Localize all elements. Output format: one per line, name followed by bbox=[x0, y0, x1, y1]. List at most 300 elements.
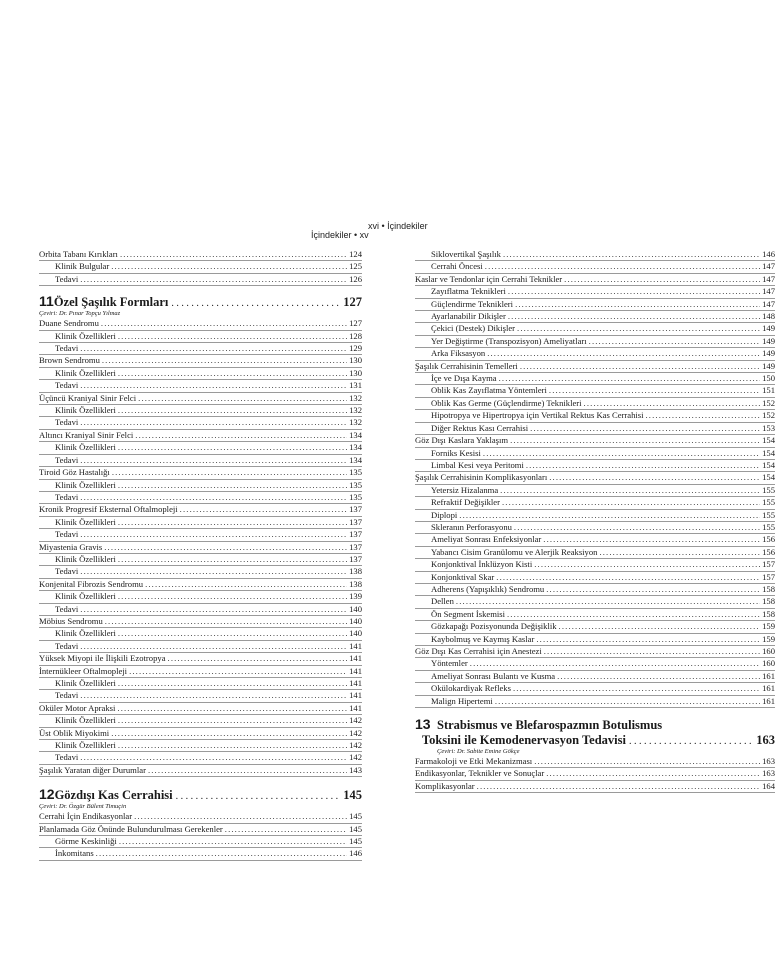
leader-dots bbox=[549, 385, 760, 396]
leader-dots bbox=[80, 492, 347, 503]
toc-entry bbox=[415, 596, 775, 608]
toc-entry bbox=[415, 261, 775, 273]
toc-entry bbox=[415, 485, 775, 497]
toc-entry bbox=[39, 566, 362, 578]
toc-entry-page: 138 bbox=[349, 566, 362, 577]
toc-entry-page: 158 bbox=[762, 608, 775, 619]
toc-entry-label: Farmakoloji ve Etki Mekanizması bbox=[415, 756, 533, 767]
toc-entry bbox=[415, 373, 775, 385]
toc-entry-label: Arka Fiksasyon bbox=[431, 348, 486, 359]
toc-entry-page: 140 bbox=[349, 615, 362, 626]
leader-dots bbox=[559, 621, 761, 632]
toc-entry-page: 130 bbox=[349, 367, 362, 378]
toc-entry-label: Yetersiz Hizalanma bbox=[431, 484, 499, 495]
toc-entry-label: Tedavi bbox=[55, 752, 79, 763]
toc-entry bbox=[415, 534, 775, 546]
leader-dots bbox=[118, 554, 347, 565]
toc-entry bbox=[415, 423, 775, 435]
toc-entry bbox=[415, 768, 775, 780]
toc-entry bbox=[39, 765, 362, 777]
toc-entry bbox=[39, 455, 362, 467]
toc-entry bbox=[415, 336, 775, 348]
toc-entry-group bbox=[415, 756, 775, 793]
chapter-13-heading bbox=[415, 716, 775, 748]
toc-entry-label: Tedavi bbox=[55, 690, 79, 701]
leader-dots bbox=[502, 497, 760, 508]
leader-dots bbox=[534, 756, 760, 767]
chapter-page: 145 bbox=[343, 788, 362, 803]
toc-entry-page: 147 bbox=[762, 298, 775, 309]
toc-entry-page: 161 bbox=[762, 670, 775, 681]
toc-entry-label: Tedavi bbox=[55, 454, 79, 465]
toc-entry-label: Klinik Özellikleri bbox=[55, 330, 116, 341]
toc-entry bbox=[415, 448, 775, 460]
chapter-12-heading bbox=[39, 786, 362, 803]
toc-entry-page: 155 bbox=[762, 509, 775, 520]
toc-entry bbox=[39, 824, 362, 836]
toc-entry-page: 142 bbox=[349, 715, 362, 726]
toc-entry-label: Klinik Özellikleri bbox=[55, 479, 116, 490]
leader-dots bbox=[135, 430, 347, 441]
toc-entry-page: 150 bbox=[762, 373, 775, 384]
toc-entry-label: Klinik Özellikleri bbox=[55, 442, 116, 453]
toc-entry bbox=[415, 497, 775, 509]
leader-dots bbox=[145, 579, 347, 590]
toc-entry-page: 131 bbox=[349, 380, 362, 391]
leader-dots bbox=[456, 596, 760, 607]
toc-entry-label: Ameliyat Sonrası Enfeksiyonlar bbox=[431, 534, 542, 545]
toc-entry bbox=[39, 641, 362, 653]
leader-dots bbox=[101, 318, 347, 329]
leader-dots bbox=[534, 559, 760, 570]
toc-entry-page: 126 bbox=[349, 273, 362, 284]
toc-entry-page: 163 bbox=[762, 768, 775, 779]
toc-entry-label: Cerrahi İçin Endikasyonlar bbox=[39, 811, 133, 822]
leader-dots bbox=[171, 298, 340, 309]
toc-entry bbox=[39, 604, 362, 616]
chapter-page: 163 bbox=[756, 733, 775, 748]
toc-entry bbox=[39, 811, 362, 823]
toc-entry-label: Siklovertikal Şaşılık bbox=[431, 249, 501, 259]
toc-entry bbox=[39, 318, 362, 330]
chapter-title-line-1: Strabismus ve Blefarospazmın Botulismus bbox=[437, 718, 663, 733]
toc-entry bbox=[39, 380, 362, 392]
toc-entry-label: Üst Oblik Miyokimi bbox=[39, 727, 110, 738]
toc-entry-page: 128 bbox=[349, 330, 362, 341]
toc-entry-label: Malign Hipertemi bbox=[431, 695, 493, 706]
toc-entry-label: Miyastenia Gravis bbox=[39, 541, 103, 552]
toc-entry-label: Altıncı Kraniyal Sinir Felci bbox=[39, 429, 134, 440]
leader-dots bbox=[176, 791, 341, 802]
leader-dots bbox=[508, 311, 760, 322]
toc-entry bbox=[39, 517, 362, 529]
leader-dots bbox=[80, 380, 347, 391]
toc-entry-label: Endikasyonlar, Teknikler ve Sonuçlar bbox=[415, 768, 545, 779]
toc-entry bbox=[39, 715, 362, 727]
leader-dots bbox=[514, 522, 760, 533]
toc-entry bbox=[39, 480, 362, 492]
toc-entry-label: Duane Sendromu bbox=[39, 318, 99, 329]
chapter-page: 127 bbox=[343, 295, 362, 310]
leader-dots bbox=[526, 460, 760, 471]
running-header-right-page: xvi • İçindekiler bbox=[368, 221, 428, 231]
toc-entry bbox=[39, 848, 362, 860]
leader-dots bbox=[118, 517, 347, 528]
toc-entry-page: 142 bbox=[349, 740, 362, 751]
toc-entry-label: Ön Segment İskemisi bbox=[431, 608, 505, 619]
toc-entry-page: 140 bbox=[349, 628, 362, 639]
toc-entry-page: 132 bbox=[349, 417, 362, 428]
leader-dots bbox=[485, 261, 760, 272]
toc-entry-label: Gözkapağı Pozisyonunda Değişiklik bbox=[431, 621, 557, 632]
toc-entry bbox=[39, 740, 362, 752]
toc-entry-page: 124 bbox=[349, 249, 362, 259]
toc-entry bbox=[415, 658, 775, 670]
leader-dots bbox=[80, 343, 347, 354]
leader-dots bbox=[120, 249, 347, 260]
leader-dots bbox=[477, 781, 760, 792]
toc-entry bbox=[415, 522, 775, 534]
toc-entry-page: 146 bbox=[762, 249, 775, 259]
running-header-left-page: İçindekiler • xv bbox=[311, 230, 369, 240]
leader-dots bbox=[180, 504, 347, 515]
leader-dots bbox=[515, 299, 760, 310]
toc-entry bbox=[415, 559, 775, 571]
toc-entry-page: 137 bbox=[349, 541, 362, 552]
toc-entry-page: 155 bbox=[762, 521, 775, 532]
toc-entry-page: 145 bbox=[349, 811, 362, 822]
toc-entry-label: Yer Değiştirme (Transpozisyon) Ameliyatları bbox=[431, 335, 587, 346]
leader-dots bbox=[629, 736, 753, 747]
toc-entry-label: Tiroid Göz Hastalığı bbox=[39, 467, 110, 478]
leader-dots bbox=[118, 442, 347, 453]
toc-entry bbox=[39, 331, 362, 343]
toc-entry-page: 132 bbox=[349, 392, 362, 403]
toc-entry-page: 152 bbox=[762, 410, 775, 421]
toc-entry-label: Oblik Kas Zayıflatma Yöntemleri bbox=[431, 385, 547, 396]
toc-entry-page: 137 bbox=[349, 516, 362, 527]
toc-entry bbox=[39, 442, 362, 454]
toc-entry bbox=[415, 348, 775, 360]
leader-dots bbox=[499, 373, 760, 384]
toc-entry-page: 139 bbox=[349, 591, 362, 602]
leader-dots bbox=[564, 274, 760, 285]
toc-entry-page: 149 bbox=[762, 348, 775, 359]
toc-entry-label: Oblik Kas Germe (Güçlendirme) Teknikleri bbox=[431, 397, 582, 408]
leader-dots bbox=[487, 348, 760, 359]
toc-entry-page: 129 bbox=[349, 343, 362, 354]
toc-entry-group bbox=[415, 249, 775, 708]
leader-dots bbox=[496, 572, 760, 583]
toc-entry bbox=[39, 703, 362, 715]
toc-entry-label: Planlamada Göz Önünde Bulundurulması Gerekenler bbox=[39, 823, 223, 834]
toc-entry bbox=[415, 286, 775, 298]
toc-entry-page: 141 bbox=[349, 653, 362, 664]
leader-dots bbox=[530, 423, 760, 434]
toc-entry-label: Klinik Özellikleri bbox=[55, 715, 116, 726]
toc-entry-label: Tedavi bbox=[55, 417, 79, 428]
leader-dots bbox=[138, 393, 347, 404]
toc-entry bbox=[415, 323, 775, 335]
toc-entry bbox=[415, 572, 775, 584]
leader-dots bbox=[503, 249, 760, 260]
toc-entry-label: Klinik Özellikleri bbox=[55, 740, 116, 751]
toc-entry bbox=[415, 460, 775, 472]
chapter-translator: Çeviri: Dr. Pınar Topçu Yılmaz bbox=[39, 310, 121, 318]
toc-entry bbox=[415, 435, 775, 447]
toc-entry-label: Tedavi bbox=[55, 273, 79, 284]
toc-entry bbox=[39, 678, 362, 690]
toc-entry-label: Konjenital Fibrozis Sendromu bbox=[39, 578, 144, 589]
toc-entry-page: 141 bbox=[349, 702, 362, 713]
toc-entry bbox=[415, 299, 775, 311]
toc-entry-page: 158 bbox=[762, 596, 775, 607]
toc-entry bbox=[39, 666, 362, 678]
toc-entry-page: 149 bbox=[762, 335, 775, 346]
toc-entry-page: 137 bbox=[349, 553, 362, 564]
leader-dots bbox=[129, 666, 347, 677]
toc-entry-label: Okülokardiyak Refleks bbox=[431, 683, 511, 694]
leader-dots bbox=[495, 696, 760, 707]
toc-entry bbox=[415, 274, 775, 286]
toc-entry-page: 154 bbox=[762, 447, 775, 458]
chapter-title: Özel Şaşılık Formları bbox=[53, 295, 169, 310]
toc-entry-label: Şaşılık Yaratan diğer Durumlar bbox=[39, 764, 146, 775]
toc-entry-label: Refraktif Değişikler bbox=[431, 497, 500, 508]
toc-entry-page: 134 bbox=[349, 429, 362, 440]
toc-entry bbox=[39, 430, 362, 442]
leader-dots bbox=[96, 848, 347, 859]
chapter-11-heading bbox=[39, 293, 362, 310]
toc-entry bbox=[39, 274, 362, 286]
toc-entry-label: Kronik Progresif Eksternal Oftalmopleji bbox=[39, 504, 178, 515]
toc-entry-page: 154 bbox=[762, 472, 775, 483]
toc-entry-label: Klinik Özellikleri bbox=[55, 628, 116, 639]
toc-entry-label: Klinik Özellikleri bbox=[55, 678, 116, 688]
toc-entry-label: Komplikasyonlar bbox=[415, 780, 475, 791]
leader-dots bbox=[118, 405, 347, 416]
leader-dots bbox=[111, 261, 347, 272]
toc-entry-label: Görme Keskinliği bbox=[55, 836, 117, 847]
toc-entry bbox=[39, 728, 362, 740]
toc-entry-page: 138 bbox=[349, 578, 362, 589]
toc-entry bbox=[39, 393, 362, 405]
toc-entry-label: Klinik Özellikleri bbox=[55, 553, 116, 564]
toc-entry-page: 135 bbox=[349, 467, 362, 478]
toc-entry-page: 153 bbox=[762, 422, 775, 433]
toc-entry-page: 147 bbox=[762, 286, 775, 297]
chapter-translator: Çeviri: Dr. Özgür Bülent Timuçin bbox=[39, 803, 127, 811]
leader-dots bbox=[80, 529, 347, 540]
leader-dots bbox=[117, 703, 347, 714]
toc-entry-page: 163 bbox=[762, 756, 775, 767]
toc-entry-label: Diğer Rektus Kası Cerrahisi bbox=[431, 422, 529, 433]
toc-entry-label: Dellen bbox=[431, 596, 454, 607]
toc-entry-page: 141 bbox=[349, 678, 362, 688]
toc-entry-page: 154 bbox=[762, 459, 775, 470]
leader-dots bbox=[118, 715, 347, 726]
toc-entry-label: Skleranın Perforasyonu bbox=[431, 521, 512, 532]
chapter-number: 11 bbox=[39, 293, 54, 310]
toc-entry bbox=[39, 343, 362, 355]
toc-entry bbox=[415, 696, 775, 708]
toc-entry-page: 157 bbox=[762, 571, 775, 582]
toc-entry-page: 152 bbox=[762, 397, 775, 408]
toc-entry-page: 148 bbox=[762, 311, 775, 322]
toc-entry-page: 127 bbox=[349, 318, 362, 329]
toc-entry-page: 141 bbox=[349, 640, 362, 651]
toc-entry-label: Kaslar ve Tendonlar için Cerrahi Teknikler bbox=[415, 273, 563, 284]
toc-entry bbox=[415, 249, 775, 261]
toc-entry-page: 141 bbox=[349, 690, 362, 701]
leader-dots bbox=[500, 485, 760, 496]
toc-entry-page: 135 bbox=[349, 479, 362, 490]
toc-entry-label: Klinik Bulgular bbox=[55, 261, 110, 272]
toc-entry-group bbox=[39, 249, 362, 286]
leader-dots bbox=[105, 616, 347, 627]
toc-entry bbox=[39, 261, 362, 273]
toc-entry bbox=[415, 547, 775, 559]
toc-entry-label: Hipotropya ve Hipertropya için Vertikal Rektus Kas Cerrahisi bbox=[431, 410, 644, 421]
toc-entry-label: Tedavi bbox=[55, 380, 79, 391]
leader-dots bbox=[225, 824, 347, 835]
leader-dots bbox=[543, 534, 760, 545]
toc-entry bbox=[39, 405, 362, 417]
toc-entry-label: Yöntemler bbox=[431, 658, 468, 669]
leader-dots bbox=[111, 728, 347, 739]
leader-dots bbox=[80, 752, 347, 763]
chapter-title: Gözdışı Kas Cerrahisi bbox=[54, 788, 173, 803]
toc-entry-label: Konjonktival Skar bbox=[431, 571, 495, 582]
toc-entry-page: 158 bbox=[762, 583, 775, 594]
toc-entry-page: 142 bbox=[349, 752, 362, 763]
toc-entry-label: Möbius Sendromu bbox=[39, 615, 103, 626]
leader-dots bbox=[508, 286, 760, 297]
leader-dots bbox=[646, 410, 761, 421]
toc-entry-label: Yabancı Cisim Granülomu ve Alerjik Reaksiyon bbox=[431, 546, 598, 557]
toc-entry-label: Tedavi bbox=[55, 566, 79, 577]
toc-entry-label: Şaşılık Cerrahisinin Komplikasyonları bbox=[415, 472, 548, 483]
toc-entry-page: 137 bbox=[349, 504, 362, 515]
toc-entry bbox=[39, 836, 362, 848]
toc-entry-label: İnternükleer Oftalmopleji bbox=[39, 665, 128, 676]
toc-entry-label: Çekici (Destek) Dikişler bbox=[431, 323, 516, 334]
toc-entry bbox=[39, 752, 362, 764]
toc-entry-label: Tedavi bbox=[55, 529, 79, 540]
toc-entry-label: Konjonktival İnklüzyon Kisti bbox=[431, 559, 533, 570]
toc-entry-label: Tedavi bbox=[55, 343, 79, 354]
toc-entry bbox=[415, 398, 775, 410]
toc-entry-page: 156 bbox=[762, 546, 775, 557]
toc-entry bbox=[39, 504, 362, 516]
toc-entry-page: 155 bbox=[762, 497, 775, 508]
toc-entry-page: 154 bbox=[762, 435, 775, 446]
toc-entry bbox=[39, 368, 362, 380]
leader-dots bbox=[80, 604, 347, 615]
toc-entry-page: 142 bbox=[349, 727, 362, 738]
leader-dots bbox=[549, 472, 760, 483]
leader-dots bbox=[118, 678, 347, 689]
toc-entry-label: Üçüncü Kraniyal Sinir Felci bbox=[39, 392, 137, 403]
leader-dots bbox=[118, 740, 347, 751]
toc-entry bbox=[39, 554, 362, 566]
leader-dots bbox=[483, 448, 760, 459]
toc-entry-page: 145 bbox=[349, 836, 362, 847]
toc-entry-page: 149 bbox=[762, 360, 775, 371]
toc-entry bbox=[415, 781, 775, 793]
toc-entry bbox=[415, 683, 775, 695]
leader-dots bbox=[119, 836, 347, 847]
toc-entry bbox=[39, 579, 362, 591]
leader-dots bbox=[599, 547, 760, 558]
leader-dots bbox=[544, 646, 760, 657]
toc-entry bbox=[415, 646, 775, 658]
toc-entry bbox=[415, 756, 775, 768]
leader-dots bbox=[459, 510, 760, 521]
leader-dots bbox=[118, 628, 347, 639]
leader-dots bbox=[536, 634, 760, 645]
toc-left-column bbox=[39, 249, 362, 861]
toc-entry bbox=[39, 249, 362, 261]
toc-entry-label: İnkomitans bbox=[55, 848, 94, 859]
toc-entry-page: 147 bbox=[762, 261, 775, 272]
chapter-title-line-2: Toksini ile Kemodenervasyon Tedavisi bbox=[421, 733, 626, 748]
toc-entry bbox=[415, 510, 775, 522]
toc-entry-page: 143 bbox=[349, 764, 362, 775]
toc-entry-page: 159 bbox=[762, 633, 775, 644]
toc-entry-label: Klinik Özellikleri bbox=[55, 367, 116, 378]
toc-entry-page: 135 bbox=[349, 491, 362, 502]
leader-dots bbox=[148, 765, 347, 776]
toc-entry-label: Klinik Özellikleri bbox=[55, 516, 116, 527]
leader-dots bbox=[118, 480, 347, 491]
leader-dots bbox=[80, 274, 347, 285]
toc-entry-page: 130 bbox=[349, 355, 362, 366]
toc-entry-label: Oküler Motor Apraksi bbox=[39, 702, 116, 713]
toc-entry-label: Şaşılık Cerrahisinin Temelleri bbox=[415, 360, 518, 371]
toc-entry-label: Klinik Özellikleri bbox=[55, 405, 116, 416]
toc-entry-page: 145 bbox=[349, 823, 362, 834]
toc-entry-label: Limbal Kesi veya Peritomi bbox=[431, 459, 524, 470]
toc-entry-page: 146 bbox=[349, 848, 362, 859]
toc-entry bbox=[39, 628, 362, 640]
toc-entry-label: Diplopi bbox=[431, 509, 458, 520]
toc-entry-label: Tedavi bbox=[55, 491, 79, 502]
toc-entry-label: Tedavi bbox=[55, 640, 79, 651]
toc-entry-label: Adherens (Yapışıklık) Sendromu bbox=[431, 583, 545, 594]
toc-right-column bbox=[415, 249, 775, 793]
toc-entry bbox=[415, 385, 775, 397]
toc-entry-page: 160 bbox=[762, 646, 775, 656]
toc-entry-page: 155 bbox=[762, 484, 775, 495]
toc-entry bbox=[39, 529, 362, 541]
leader-dots bbox=[510, 435, 760, 446]
leader-dots bbox=[134, 811, 347, 822]
toc-entry-label: Kaybolmuş ve Kaymış Kaslar bbox=[431, 633, 535, 644]
toc-entry-page: 134 bbox=[349, 442, 362, 453]
toc-entry-page: 147 bbox=[762, 273, 775, 284]
toc-entry-label: Göz Dışı Kaslara Yaklaşım bbox=[415, 435, 509, 446]
leader-dots bbox=[118, 591, 347, 602]
toc-entry bbox=[415, 361, 775, 373]
toc-entry-group bbox=[39, 811, 362, 861]
leader-dots bbox=[507, 609, 760, 620]
leader-dots bbox=[80, 566, 347, 577]
toc-entry bbox=[415, 621, 775, 633]
toc-entry-label: Brown Sendromu bbox=[39, 355, 100, 366]
toc-entry-page: 159 bbox=[762, 621, 775, 632]
toc-entry-page: 137 bbox=[349, 529, 362, 540]
